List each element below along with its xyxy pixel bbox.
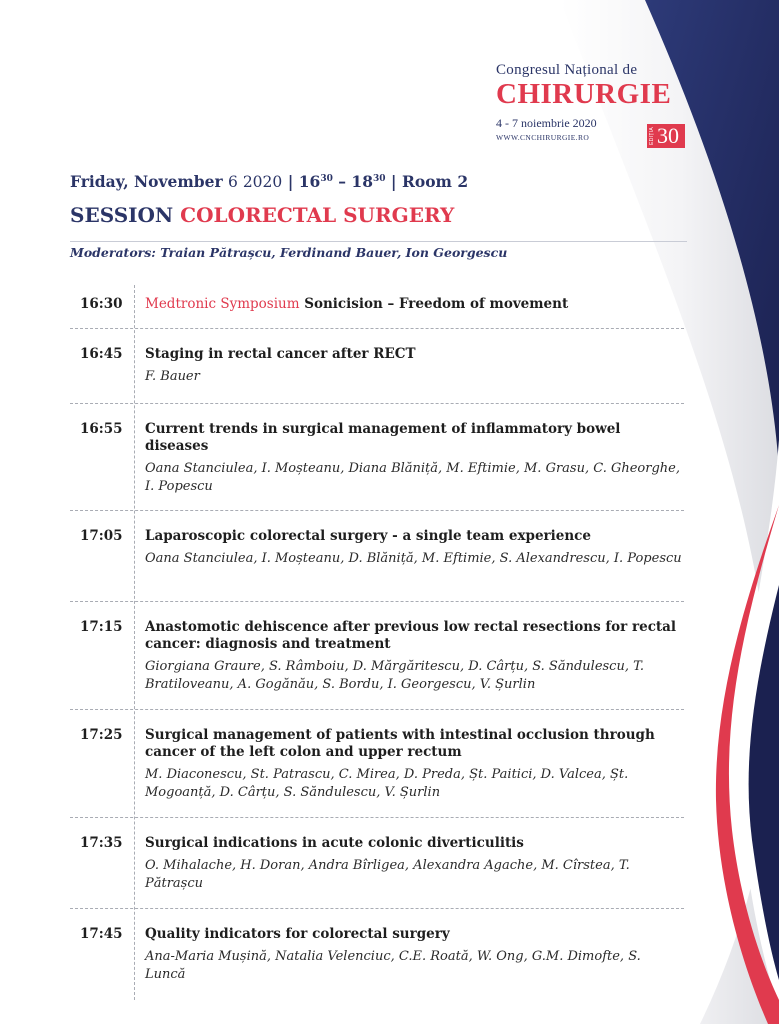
item-authors: Ana-Maria Mușină, Natalia Velenciuc, C.E. Roată, W. Ong, G.M. Dimofte, S. Luncă (145, 949, 641, 982)
logo-dates: 4 - 7 noiembrie 2020 (496, 116, 597, 130)
item-time: 17:15 (80, 619, 123, 635)
item-separator (70, 403, 684, 404)
item-time: 16:30 (80, 296, 123, 312)
room: Room 2 (401, 172, 469, 191)
edition-badge (647, 124, 685, 148)
item-separator (70, 510, 684, 511)
sponsor-label: Medtronic Symposium (145, 296, 300, 312)
date-weekday: Friday, November (70, 172, 223, 191)
item-time: 17:05 (80, 528, 123, 544)
item-time: 17:45 (80, 926, 123, 942)
item-time: 17:25 (80, 727, 123, 743)
logo-website: WWW.CNCHIRURGIE.RO (496, 133, 590, 142)
timeline-line (134, 285, 135, 1000)
time-dash: – (338, 172, 346, 191)
item-authors: Giorgiana Graure, S. Râmboiu, D. Mărgăritescu, D. Cârțu, S. Săndulescu, T. Bratiloveanu, A. Gogănău, S. Bordu, I. Georgescu, V. Șurlin (145, 659, 644, 692)
item-time: 17:35 (80, 835, 123, 851)
item-separator (70, 908, 684, 909)
time-start-minutes: 30 (320, 173, 333, 184)
item-separator (70, 601, 684, 602)
item-separator (70, 817, 684, 818)
item-separator (70, 328, 684, 329)
item-authors: Oana Stanciulea, I. Moșteanu, D. Blăniță, M. Eftimie, S. Alexandrescu, I. Popescu (145, 551, 682, 566)
session-prefix: SESSION (70, 203, 174, 227)
item-authors: Oana Stanciulea, I. Moșteanu, Diana Blăniță, M. Eftimie, M. Grasu, C. Gheorghe, I. Popescu (145, 461, 680, 494)
separator: | (390, 172, 397, 191)
separator: | (287, 172, 294, 191)
item-title (145, 296, 685, 313)
divider (70, 241, 687, 242)
item-title: Staging in rectal cancer after RECT (145, 346, 416, 362)
item-time: 16:55 (80, 421, 123, 437)
session-title (70, 203, 454, 227)
item-title: Anastomotic dehiscence after previous low rectal resections for rectal cancer: diagnosis and treatment (145, 619, 677, 652)
item-authors: O. Mihalache, H. Doran, Andra Bîrligea, Alexandra Agache, M. Cîrstea, T. Pătrașcu (145, 858, 630, 891)
item-authors: F. Bauer (145, 369, 200, 384)
item-separator (70, 709, 684, 710)
item-time: 16:45 (80, 346, 123, 362)
item-title: Current trends in surgical management of inflammatory bowel diseases (145, 421, 621, 454)
moderators: Moderators: Traian Pătrașcu, Ferdinand Bauer, Ion Georgescu (70, 245, 508, 260)
time-start: 16 (298, 172, 321, 191)
session-name: COLORECTAL SURGERY (180, 203, 455, 227)
item-title: Surgical management of patients with intestinal occlusion through cancer of the left colon and upper rectum (145, 727, 655, 760)
time-end-minutes: 30 (372, 173, 386, 184)
edition-label: EDIȚIA (649, 127, 655, 145)
session-date-time (70, 172, 468, 191)
edition-number: 30 (657, 123, 679, 148)
item-title-text: Sonicision – Freedom of movement (304, 296, 569, 312)
item-title: Quality indicators for colorectal surgery (145, 926, 450, 942)
logo-line1: Congresul Național de (496, 62, 638, 78)
item-title: Laparoscopic colorectal surgery - a single team experience (145, 528, 591, 544)
item-title: Surgical indications in acute colonic diverticulitis (145, 835, 524, 851)
date-day-year: 6 2020 (228, 173, 283, 191)
time-end: 18 (351, 172, 373, 191)
item-authors: M. Diaconescu, St. Patrascu, C. Mirea, D. Preda, Șt. Paitici, D. Valcea, Șt. Mogoanță, D. Cârțu, S. Săndulescu, V. Șurlin (145, 767, 629, 800)
logo-line2: CHIRURGIE (496, 78, 672, 110)
